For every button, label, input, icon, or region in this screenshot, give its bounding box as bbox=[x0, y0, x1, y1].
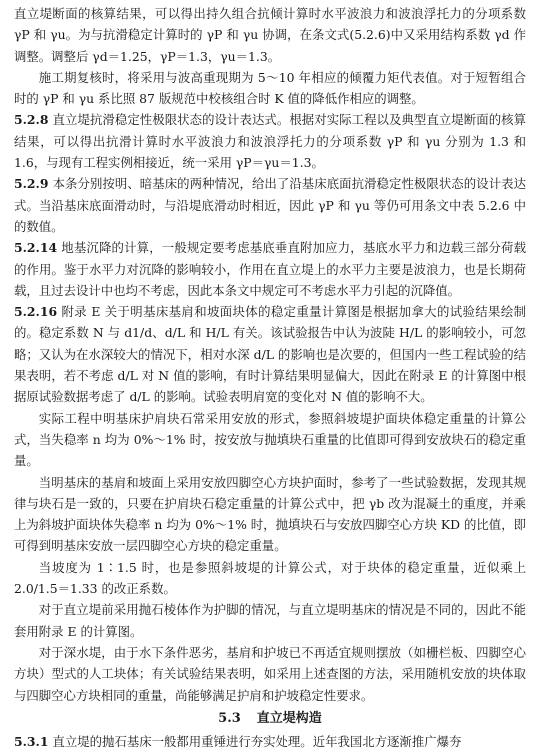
paragraph-10: 对于直立堤前采用抛石棱体作为护脚的情况，与直立堤明基床的情况是不同的，因此不能套用附录 E 的计算图。 bbox=[14, 602, 526, 639]
section-title: 直立堤构造 bbox=[256, 710, 322, 726]
clause-number: 5.2.14 bbox=[14, 240, 58, 256]
clause-text: 本条分别按明、暗基床的两种情况，给出了沿基床底面抗滑稳定性极限状态的设计表达式。当沿基床底面滑动时，与沿堤底滑动时相近，因此 γP 和 γu 等仍可用条文中表 5.2.6 中的数值。 bbox=[14, 176, 526, 234]
paragraph-8: 当明基床的基肩和坡面上采用安放四脚空心方块护面时，参考了一些试验数据，发现其规律与块石是一致的，只要在护肩块石稳定重量的计算公式中，把 γb 改为混凝土的重度，并乘上为斜坡护面块体失稳率 n 均为 0%～1% 时，抛填块石与安放四脚空心方块 KD 的比值，即可得到明基床安放一层四脚空心方块的稳定重量。 bbox=[14, 474, 526, 554]
clause-text: 地基沉降的计算，一般规定要考虑基底垂直附加应力，基底水平力和边载三部分荷载的作用。鉴于水平力对沉降的影响较小，作用在直立堤上的水平力主要是波浪力，也是长期荷载，且过去设计中也均不考虑，因此本条文中规定可不考虑水平力引起的沉降值。 bbox=[14, 240, 526, 298]
clause-number: 5.3.1 bbox=[14, 733, 49, 749]
clause-5-2-8 bbox=[14, 109, 526, 173]
clause-5-2-14 bbox=[14, 237, 526, 301]
clause-5-2-16 bbox=[14, 301, 526, 407]
clause-5-2-9 bbox=[14, 173, 526, 237]
clause-text: 直立堤的抛石基床一般都用重锤进行夯实处理。近年我国北方逐渐推广爆夯 bbox=[52, 733, 462, 749]
section-number: 5.3 bbox=[218, 710, 241, 726]
section-heading bbox=[14, 709, 526, 729]
clause-number: 5.2.16 bbox=[14, 304, 58, 320]
paragraph-11: 对于深水堤，由于水下条件恶劣，基肩和护坡已不再适宜规则摆放（如栅栏板、四脚空心方块）型式的人工块体；有关试验结果表明，如采用上述查图的方法，采用随机安放的块体取与四脚空心方块相同的重量，尚能够满足护肩和护坡稳定性要求。 bbox=[14, 644, 526, 703]
clause-text: 附录 E 关于明基床基肩和坡面块体的稳定重量计算图是根据加拿大的试验结果绘制的。稳定系数 N 与 d1/d、d/L 和 H/L 有关。该试验报告中认为波陡 H/L 的影响较小，可忽略；又认为在水深较大的情况下，相对水深 d/L 的影响也是次要的，但国内一些工程试验的结果表明，若不考虑 d/L 对 N 值的影响，有时计算结果明显偏大，因此在附录 E 的计算图中根据原试验数据考虑了 d/L 的影响。试验表明肩宽的变化对 N 值的影响不大。 bbox=[14, 304, 526, 405]
paragraph-7: 实际工程中明基床护肩块石常采用安放的形式，参照斜坡堤护面块体稳定重量的计算公式，当失稳率 n 均为 0%～1% 时，按安放与抛填块石重量的比值即可得到安放块石的稳定重量。 bbox=[14, 410, 526, 469]
clause-number: 5.2.8 bbox=[14, 112, 49, 128]
clause-number: 5.2.9 bbox=[14, 176, 49, 192]
clause-text: 直立堤抗滑稳定性极限状态的设计表达式。根据对实际工程以及典型直立堤断面的核算结果，可以得出抗滑计算时水平波浪力和波浪浮托力的分项系数 γP 和 γu 分别为 1.3 和 1.6，与现有工程实例相接近，统一采用 γP＝γu＝1.3。 bbox=[14, 112, 526, 171]
paragraph-1: 直立堤断面的核算结果，可以得出持久组合抗倾计算时水平波浪力和波浪浮托力的分项系数 γP 和 γu。为与抗滑稳定计算时的 γP 和 γu 协调，在条文式(5.2.6)中又采用结构系数 γd 作调整。调整后 γd＝1.25，γP＝1.3，γu＝1.3。 bbox=[14, 6, 526, 64]
paragraph-2: 施工期复核时，将采用与波高重现期为 5～10 年相应的倾覆力矩代表值。对于短暂组合时的 γP 和 γu 系比照 87 版规范中校核组合时 K 值的降低作相应的调整。 bbox=[14, 69, 526, 107]
clause-5-3-1 bbox=[14, 731, 526, 752]
paragraph-9: 当坡度为 1∶1.5 时，也是参照斜坡堤的计算公式，对于块体的稳定重量，近似乘上 2.0/1.5＝1.33 的改正系数。 bbox=[14, 559, 526, 597]
